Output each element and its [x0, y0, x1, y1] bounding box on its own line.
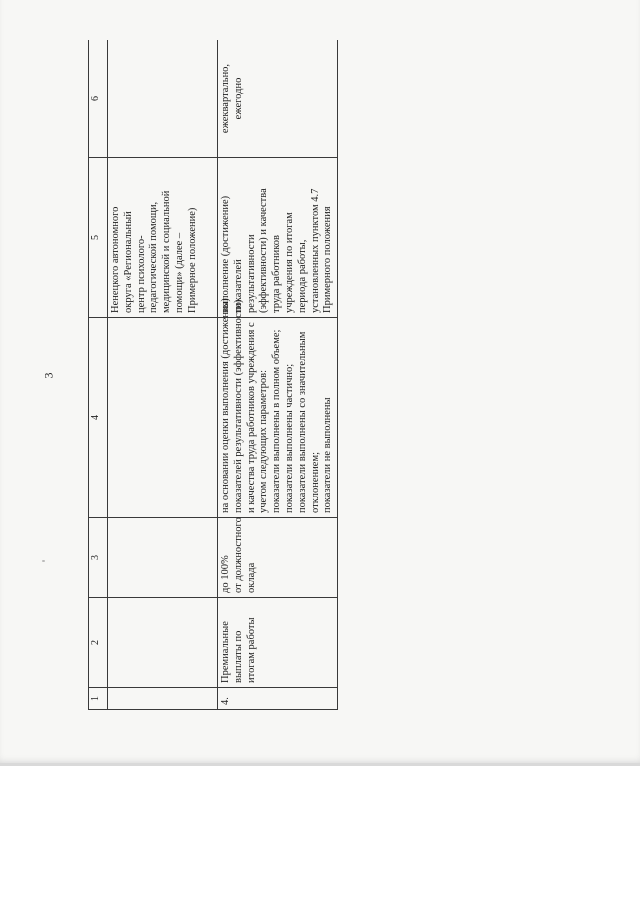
scan-speck [42, 560, 45, 562]
header-cell-3: 3 [89, 518, 108, 598]
row4-conditions-line: на основании оценки выполнения (достижения) [220, 298, 231, 513]
cont-line: медицинской и социальной [161, 190, 173, 313]
header-row [89, 40, 108, 710]
header-cell-2: 2 [89, 598, 108, 688]
row4-number: 4. [218, 688, 338, 710]
row4-name-line: Премиальные [220, 621, 231, 683]
header-cell-4: 4 [89, 318, 108, 518]
row4-criteria-line: труда работников [271, 234, 283, 313]
row4-conditions-line: и качества труда работников учреждения с [245, 322, 257, 513]
row4-conditions [218, 298, 338, 518]
cont-line: помощи» (далее – [173, 232, 185, 313]
row-4 [218, 40, 338, 710]
row4-criteria-line: результативности [245, 234, 257, 313]
row4-criteria-line: установленных пунктом 4.7 [309, 188, 321, 313]
cont-cell-2 [108, 598, 218, 688]
row4-criteria-line: выполнение (достижение) [220, 195, 231, 313]
page-number: 3 [41, 372, 56, 379]
row4-conditions-line: показатели выполнены частично; [283, 363, 295, 513]
cont-cell-1 [108, 688, 218, 710]
rotated-table-container [88, 40, 338, 710]
cont-cell-6 [108, 40, 218, 158]
row4-size-line: от должностного [232, 517, 244, 593]
row4-name-line: выплаты по [232, 630, 244, 683]
row4-conditions-line: учетом следующих параметров: [258, 370, 270, 513]
row4-criteria-line: учреждения по итогам [283, 212, 295, 313]
row4-period-line: ежегодно [232, 77, 244, 120]
cont-line: Ненецкого автономного [110, 206, 121, 313]
row4-period-line: ежеквартально, [220, 63, 231, 134]
row4-size-line: оклада [245, 562, 257, 593]
table-frame [88, 40, 338, 710]
row4-period [218, 40, 338, 158]
header-cell-6: 6 [89, 40, 108, 158]
header-cell-5: 5 [89, 158, 108, 318]
row4-conditions-line: показатели выполнены в полном объеме; [271, 329, 283, 513]
scan-edge [0, 763, 640, 766]
cont-cell-5 [108, 158, 218, 318]
cont-cell-3 [108, 518, 218, 598]
row4-criteria-line: Примерного положения [322, 206, 334, 313]
row4-size [218, 518, 338, 598]
cont-line: центр психолого- [135, 235, 147, 313]
row4-name-line: итогам работы [245, 617, 257, 683]
row4-conditions-line: показатели выполнены со значительным [296, 331, 308, 513]
row4-criteria [218, 158, 338, 318]
cont-line: Примерное положение) [186, 207, 198, 313]
cont-line: округа «Региональный [122, 211, 134, 313]
payments-table [88, 40, 338, 710]
row4-conditions-line: показателей результативности (эффективности) [232, 299, 244, 513]
row4-criteria-line: (эффективности) и качества [258, 188, 270, 313]
row4-conditions-line: показатели не выполнены [322, 397, 334, 513]
row4-criteria-line: периода работы, [296, 239, 308, 313]
cont-line: педагогической помощи, [148, 201, 160, 313]
header-cell-1: 1 [89, 688, 108, 710]
cont-cell-4 [108, 318, 218, 518]
row4-criteria-line: показателей [232, 259, 244, 313]
row4-size-line: до 100% [220, 555, 231, 593]
continuation-row [108, 40, 218, 710]
row4-name [218, 598, 338, 688]
row4-conditions-line: отклонением; [309, 451, 321, 513]
